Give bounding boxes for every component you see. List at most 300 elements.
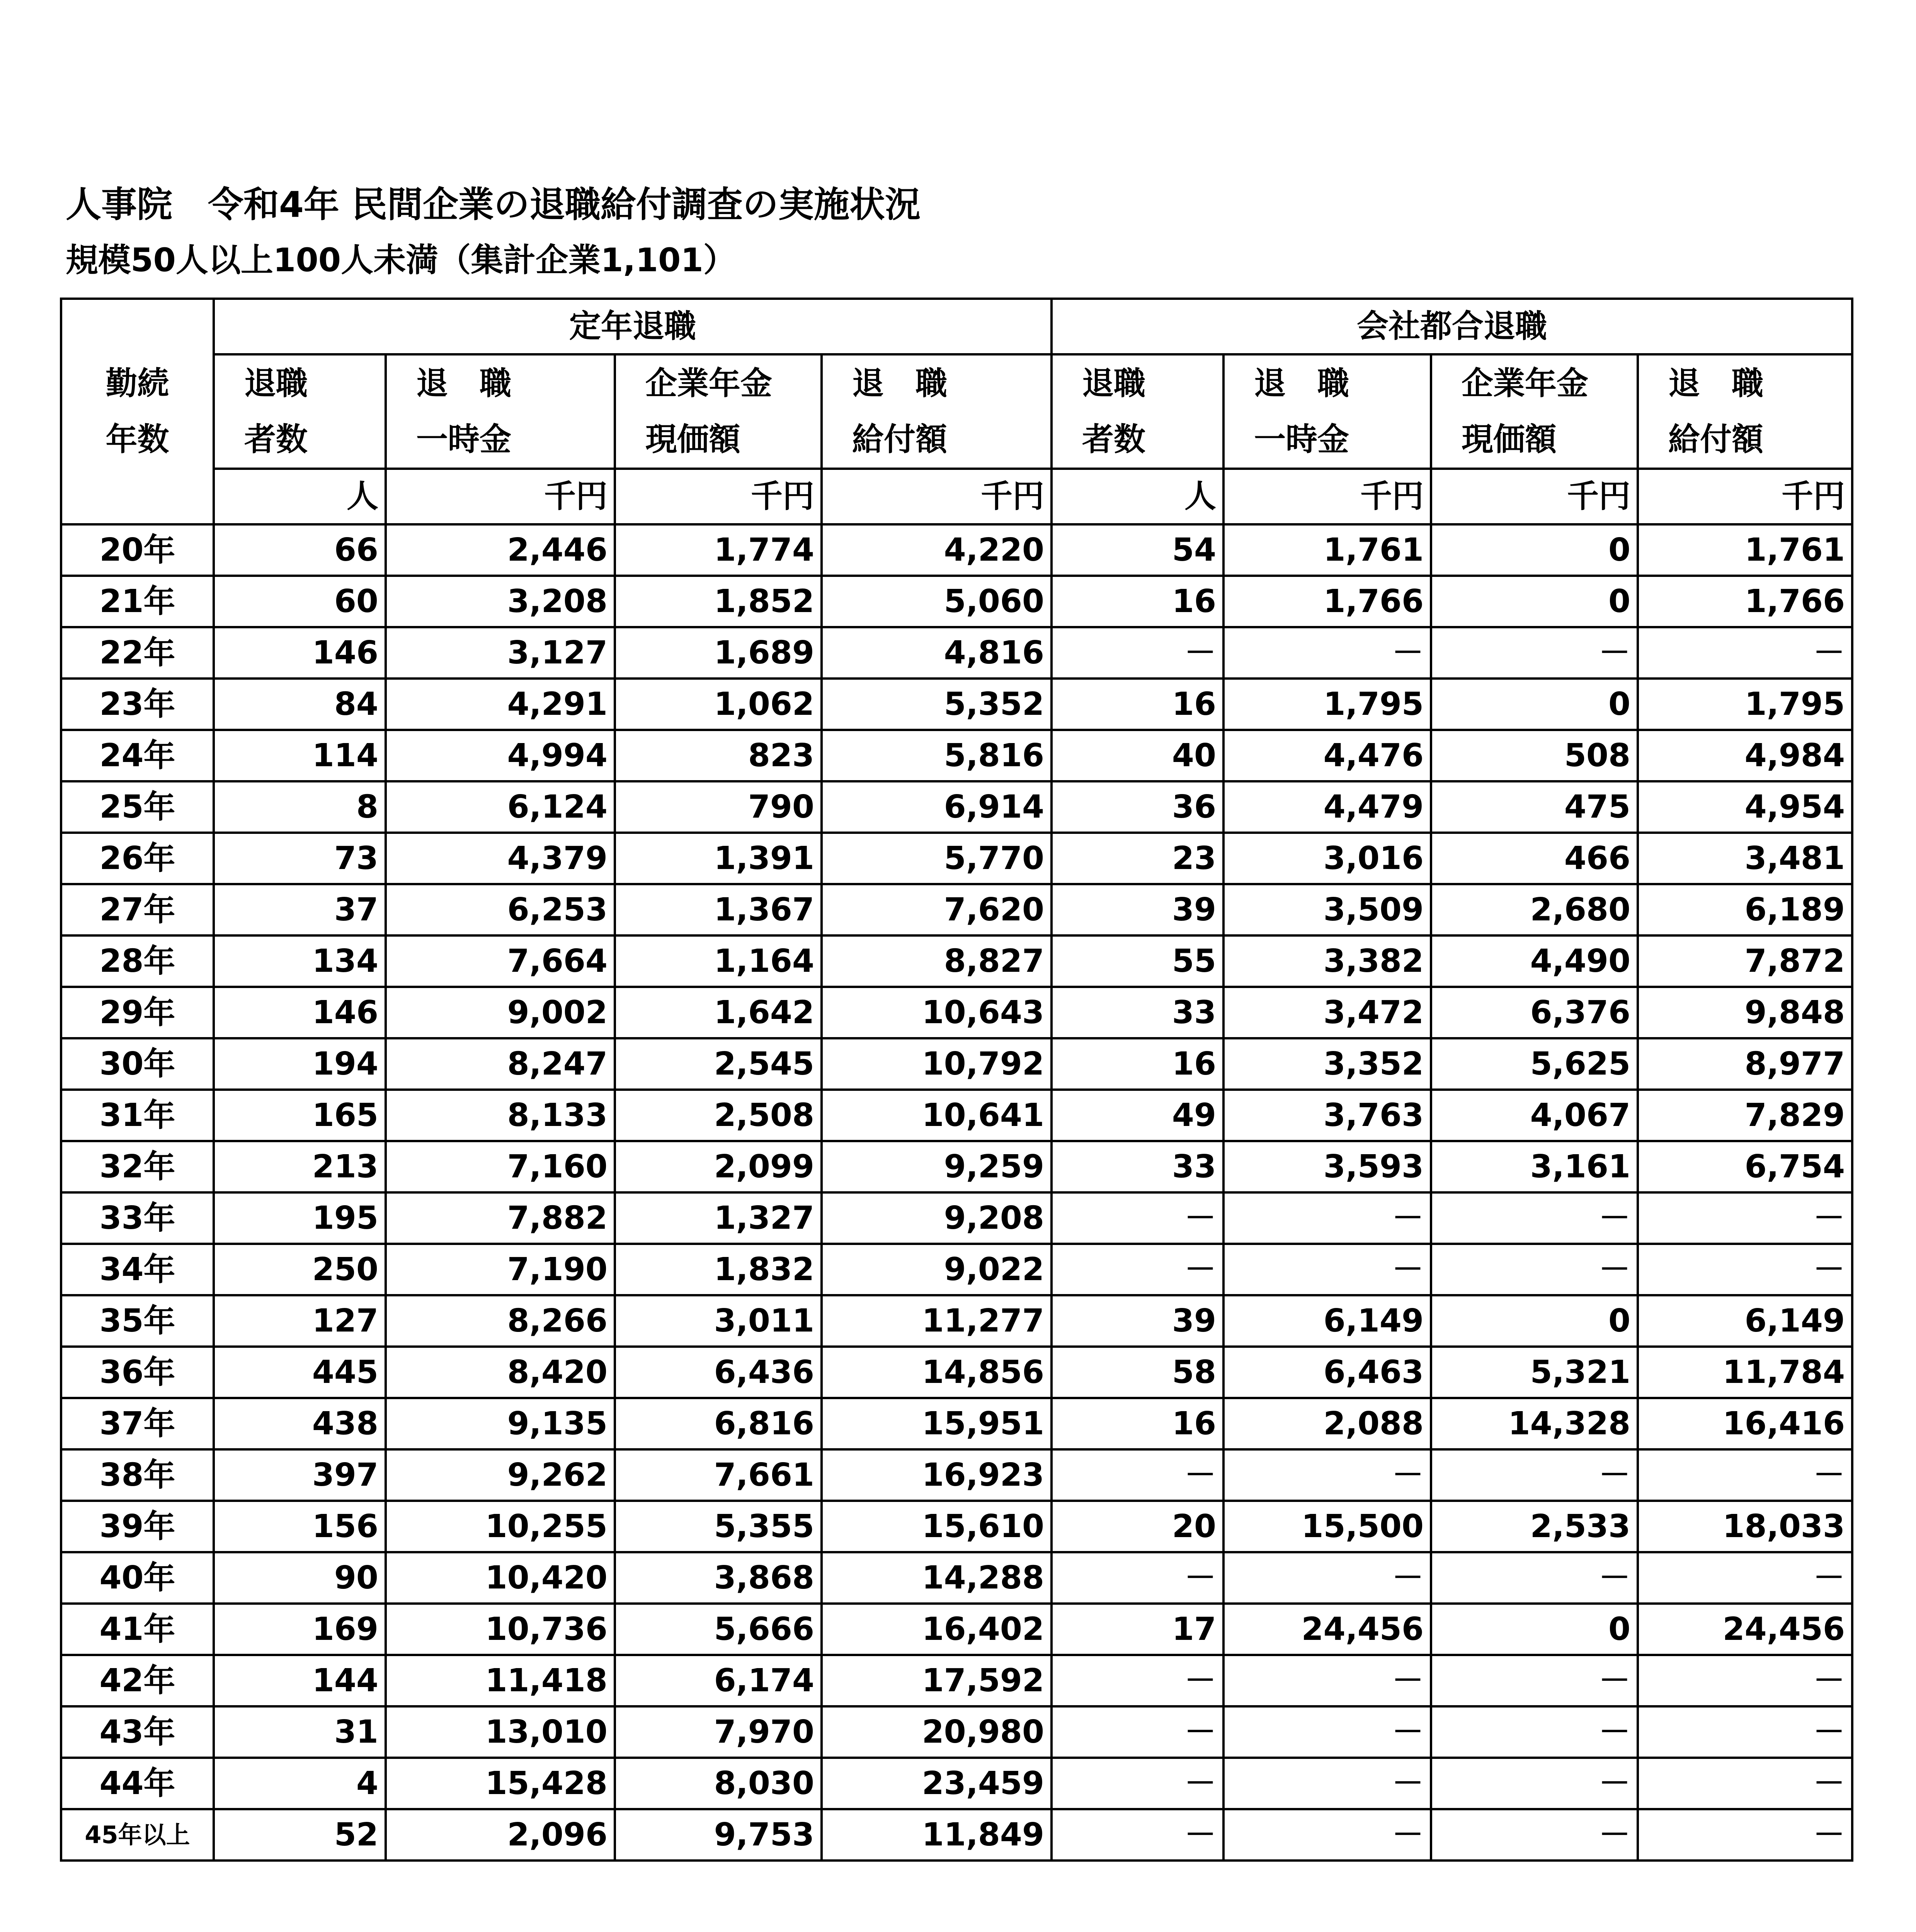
header-corner-line-1: 勤続 <box>105 365 169 402</box>
value-cell: 58 <box>1052 1347 1223 1398</box>
header-group-kaisha: 会社都合退職 <box>1052 299 1852 354</box>
value-cell: 6,376 <box>1431 987 1638 1038</box>
value-cell: 3,481 <box>1638 833 1852 884</box>
value-cell: 3,509 <box>1223 884 1431 935</box>
unit-cell: 千円 <box>386 469 615 524</box>
table-row <box>61 524 1852 576</box>
value-cell: 37 <box>214 884 386 935</box>
value-cell: 4,954 <box>1638 781 1852 833</box>
value-cell: 8,420 <box>386 1347 615 1398</box>
tenure-year-cell: 25年 <box>61 781 214 833</box>
value-cell: 7,160 <box>386 1141 615 1192</box>
column-header-line: 退職 <box>1082 365 1146 402</box>
value-cell: 5,816 <box>822 730 1052 781</box>
value-cell: 16 <box>1052 576 1223 627</box>
table-row <box>61 1758 1852 1809</box>
value-cell: － <box>1638 627 1852 679</box>
column-header-1 <box>214 354 386 469</box>
value-cell: － <box>1223 1244 1431 1295</box>
value-cell: 7,872 <box>1638 935 1852 987</box>
column-header-line: 給付額 <box>1668 421 1764 458</box>
table-row <box>61 1090 1852 1141</box>
value-cell: 15,951 <box>822 1398 1052 1449</box>
value-cell: 823 <box>615 730 822 781</box>
value-cell: 3,127 <box>386 627 615 679</box>
value-cell: － <box>1052 1192 1223 1244</box>
unit-cell: 千円 <box>1223 469 1431 524</box>
value-cell: 3,472 <box>1223 987 1431 1038</box>
column-header-8 <box>1638 354 1852 469</box>
value-cell: 24,456 <box>1223 1604 1431 1655</box>
value-cell: 213 <box>214 1141 386 1192</box>
value-cell: 9,208 <box>822 1192 1052 1244</box>
value-cell: 54 <box>1052 524 1223 576</box>
value-cell: － <box>1638 1706 1852 1758</box>
column-header-line: 退 職 <box>416 365 512 402</box>
value-cell: － <box>1431 1552 1638 1604</box>
value-cell: 146 <box>214 627 386 679</box>
column-header-5 <box>1052 354 1223 469</box>
value-cell: － <box>1638 1655 1852 1706</box>
tenure-year-cell: 39年 <box>61 1501 214 1552</box>
column-header-line: 一時金 <box>416 421 512 458</box>
value-cell: 0 <box>1431 1295 1638 1347</box>
unit-cell: 千円 <box>615 469 822 524</box>
value-cell: 9,135 <box>386 1398 615 1449</box>
value-cell: 1,795 <box>1223 679 1431 730</box>
value-cell: 1,367 <box>615 884 822 935</box>
value-cell: 4,067 <box>1431 1090 1638 1141</box>
value-cell: 3,161 <box>1431 1141 1638 1192</box>
column-header-line: 退 職 <box>1254 365 1349 402</box>
value-cell: 0 <box>1431 524 1638 576</box>
value-cell: 20 <box>1052 1501 1223 1552</box>
value-cell: 10,420 <box>386 1552 615 1604</box>
value-cell: 195 <box>214 1192 386 1244</box>
header-group-teinen: 定年退職 <box>214 299 1052 354</box>
value-cell: 2,533 <box>1431 1501 1638 1552</box>
value-cell: － <box>1431 627 1638 679</box>
value-cell: 3,763 <box>1223 1090 1431 1141</box>
value-cell: 10,643 <box>822 987 1052 1038</box>
value-cell: － <box>1431 1655 1638 1706</box>
tenure-year-cell: 28年 <box>61 935 214 987</box>
value-cell: 1,852 <box>615 576 822 627</box>
table-row <box>61 935 1852 987</box>
value-cell: 5,321 <box>1431 1347 1638 1398</box>
table-row <box>61 884 1852 935</box>
value-cell: 15,500 <box>1223 1501 1431 1552</box>
value-cell: 17 <box>1052 1604 1223 1655</box>
value-cell: 114 <box>214 730 386 781</box>
value-cell: － <box>1052 1655 1223 1706</box>
table-row <box>61 1295 1852 1347</box>
value-cell: 5,060 <box>822 576 1052 627</box>
value-cell: 4,220 <box>822 524 1052 576</box>
value-cell: 55 <box>1052 935 1223 987</box>
table-row <box>61 1038 1852 1090</box>
value-cell: 3,868 <box>615 1552 822 1604</box>
value-cell: 24,456 <box>1638 1604 1852 1655</box>
column-header-line: 一時金 <box>1254 421 1349 458</box>
value-cell: 36 <box>1052 781 1223 833</box>
value-cell: － <box>1052 1244 1223 1295</box>
value-cell: 146 <box>214 987 386 1038</box>
value-cell: － <box>1431 1758 1638 1809</box>
value-cell: 790 <box>615 781 822 833</box>
table-row <box>61 1552 1852 1604</box>
value-cell: 1,391 <box>615 833 822 884</box>
value-cell: 17,592 <box>822 1655 1052 1706</box>
value-cell: 3,382 <box>1223 935 1431 987</box>
value-cell: 194 <box>214 1038 386 1090</box>
value-cell: 14,288 <box>822 1552 1052 1604</box>
value-cell: 16,923 <box>822 1449 1052 1501</box>
column-header-line: 現価額 <box>1462 421 1557 458</box>
tenure-year-cell: 24年 <box>61 730 214 781</box>
page-subtitle: 規模50人以上100人未満（集計企業1,101） <box>66 241 736 279</box>
value-cell: 4,379 <box>386 833 615 884</box>
value-cell: 4 <box>214 1758 386 1809</box>
table-row <box>61 1347 1852 1398</box>
value-cell: 1,642 <box>615 987 822 1038</box>
value-cell: 15,428 <box>386 1758 615 1809</box>
value-cell: 9,002 <box>386 987 615 1038</box>
value-cell: 7,970 <box>615 1706 822 1758</box>
value-cell: － <box>1638 1192 1852 1244</box>
tenure-year-cell: 45年以上 <box>61 1809 214 1861</box>
value-cell: 6,436 <box>615 1347 822 1398</box>
unit-cell: 人 <box>214 469 386 524</box>
value-cell: 8 <box>214 781 386 833</box>
unit-cell: 人 <box>1052 469 1223 524</box>
value-cell: 4,476 <box>1223 730 1431 781</box>
tenure-year-cell: 32年 <box>61 1141 214 1192</box>
value-cell: 6,174 <box>615 1655 822 1706</box>
retirement-benefit-table <box>60 298 1853 1862</box>
value-cell: 9,022 <box>822 1244 1052 1295</box>
column-header-line: 企業年金 <box>1462 365 1589 402</box>
value-cell: 438 <box>214 1398 386 1449</box>
value-cell: 7,664 <box>386 935 615 987</box>
value-cell: 8,266 <box>386 1295 615 1347</box>
value-cell: 10,641 <box>822 1090 1052 1141</box>
value-cell: 144 <box>214 1655 386 1706</box>
table-row <box>61 1244 1852 1295</box>
value-cell: 6,754 <box>1638 1141 1852 1192</box>
tenure-year-cell: 36年 <box>61 1347 214 1398</box>
value-cell: 1,774 <box>615 524 822 576</box>
value-cell: 4,816 <box>822 627 1052 679</box>
value-cell: － <box>1223 1758 1431 1809</box>
value-cell: － <box>1223 1552 1431 1604</box>
value-cell: － <box>1431 1192 1638 1244</box>
value-cell: 3,208 <box>386 576 615 627</box>
value-cell: 156 <box>214 1501 386 1552</box>
column-header-2 <box>386 354 615 469</box>
value-cell: 14,328 <box>1431 1398 1638 1449</box>
tenure-year-cell: 42年 <box>61 1655 214 1706</box>
value-cell: 5,666 <box>615 1604 822 1655</box>
table-row <box>61 1809 1852 1861</box>
tenure-year-cell: 27年 <box>61 884 214 935</box>
value-cell: 508 <box>1431 730 1638 781</box>
value-cell: 466 <box>1431 833 1638 884</box>
value-cell: 6,914 <box>822 781 1052 833</box>
value-cell: 11,418 <box>386 1655 615 1706</box>
value-cell: － <box>1223 1706 1431 1758</box>
value-cell: 15,610 <box>822 1501 1052 1552</box>
unit-cell: 千円 <box>822 469 1052 524</box>
value-cell: 5,355 <box>615 1501 822 1552</box>
value-cell: 2,096 <box>386 1809 615 1861</box>
value-cell: 250 <box>214 1244 386 1295</box>
value-cell: 16,416 <box>1638 1398 1852 1449</box>
value-cell: － <box>1431 1809 1638 1861</box>
table-row <box>61 781 1852 833</box>
value-cell: 169 <box>214 1604 386 1655</box>
value-cell: 39 <box>1052 1295 1223 1347</box>
value-cell: 6,149 <box>1638 1295 1852 1347</box>
value-cell: 10,736 <box>386 1604 615 1655</box>
tenure-year-cell: 44年 <box>61 1758 214 1809</box>
value-cell: 11,784 <box>1638 1347 1852 1398</box>
value-cell: 1,761 <box>1638 524 1852 576</box>
value-cell: 1,761 <box>1223 524 1431 576</box>
column-header-line: 現価額 <box>645 421 741 458</box>
value-cell: 6,253 <box>386 884 615 935</box>
value-cell: 8,827 <box>822 935 1052 987</box>
value-cell: 397 <box>214 1449 386 1501</box>
tenure-year-cell: 38年 <box>61 1449 214 1501</box>
value-cell: 3,593 <box>1223 1141 1431 1192</box>
value-cell: － <box>1638 1449 1852 1501</box>
value-cell: 66 <box>214 524 386 576</box>
value-cell: 7,882 <box>386 1192 615 1244</box>
value-cell: 31 <box>214 1706 386 1758</box>
value-cell: 23 <box>1052 833 1223 884</box>
value-cell: 7,661 <box>615 1449 822 1501</box>
value-cell: 445 <box>214 1347 386 1398</box>
value-cell: － <box>1638 1244 1852 1295</box>
value-cell: 11,277 <box>822 1295 1052 1347</box>
value-cell: 4,994 <box>386 730 615 781</box>
value-cell: 4,984 <box>1638 730 1852 781</box>
value-cell: 0 <box>1431 576 1638 627</box>
value-cell: － <box>1431 1244 1638 1295</box>
value-cell: 0 <box>1431 679 1638 730</box>
value-cell: 6,816 <box>615 1398 822 1449</box>
tenure-year-cell: 37年 <box>61 1398 214 1449</box>
table-row <box>61 1501 1852 1552</box>
value-cell: 16 <box>1052 679 1223 730</box>
table-body <box>61 524 1852 1861</box>
value-cell: 6,463 <box>1223 1347 1431 1398</box>
value-cell: － <box>1638 1552 1852 1604</box>
value-cell: － <box>1223 627 1431 679</box>
value-cell: 0 <box>1431 1604 1638 1655</box>
value-cell: 18,033 <box>1638 1501 1852 1552</box>
value-cell: 8,977 <box>1638 1038 1852 1090</box>
value-cell: 127 <box>214 1295 386 1347</box>
table-row <box>61 833 1852 884</box>
value-cell: 5,625 <box>1431 1038 1638 1090</box>
value-cell: 9,259 <box>822 1141 1052 1192</box>
value-cell: 4,490 <box>1431 935 1638 987</box>
column-header-line: 企業年金 <box>645 365 773 402</box>
value-cell: 52 <box>214 1809 386 1861</box>
value-cell: 4,291 <box>386 679 615 730</box>
value-cell: － <box>1052 627 1223 679</box>
value-cell: 1,062 <box>615 679 822 730</box>
value-cell: － <box>1223 1449 1431 1501</box>
column-header-line: 給付額 <box>852 421 948 458</box>
value-cell: 3,011 <box>615 1295 822 1347</box>
header-corner-line-2: 年数 <box>105 421 169 458</box>
value-cell: 16 <box>1052 1398 1223 1449</box>
column-header-line: 退 職 <box>1668 365 1764 402</box>
value-cell: 6,124 <box>386 781 615 833</box>
table-row <box>61 576 1852 627</box>
value-cell: 16 <box>1052 1038 1223 1090</box>
column-header-row <box>61 354 1852 469</box>
column-header-3 <box>615 354 822 469</box>
value-cell: 7,829 <box>1638 1090 1852 1141</box>
tenure-year-cell: 20年 <box>61 524 214 576</box>
value-cell: 1,766 <box>1638 576 1852 627</box>
tenure-year-cell: 29年 <box>61 987 214 1038</box>
value-cell: 1,766 <box>1223 576 1431 627</box>
value-cell: 16,402 <box>822 1604 1052 1655</box>
table-row <box>61 1449 1852 1501</box>
unit-row <box>61 469 1852 524</box>
table-row <box>61 1706 1852 1758</box>
column-header-line: 者数 <box>1082 421 1146 458</box>
value-cell: 6,189 <box>1638 884 1852 935</box>
value-cell: 33 <box>1052 1141 1223 1192</box>
value-cell: 60 <box>214 576 386 627</box>
column-header-line: 退職 <box>244 365 308 402</box>
value-cell: － <box>1223 1192 1431 1244</box>
value-cell: 1,327 <box>615 1192 822 1244</box>
value-cell: 73 <box>214 833 386 884</box>
value-cell: － <box>1052 1552 1223 1604</box>
value-cell: 2,446 <box>386 524 615 576</box>
value-cell: － <box>1052 1758 1223 1809</box>
value-cell: 14,856 <box>822 1347 1052 1398</box>
value-cell: － <box>1431 1449 1638 1501</box>
value-cell: － <box>1052 1706 1223 1758</box>
table-row <box>61 627 1852 679</box>
header-corner-tenure-years <box>61 299 214 524</box>
value-cell: 2,680 <box>1431 884 1638 935</box>
tenure-year-cell: 30年 <box>61 1038 214 1090</box>
tenure-year-cell: 26年 <box>61 833 214 884</box>
value-cell: 134 <box>214 935 386 987</box>
value-cell: 10,255 <box>386 1501 615 1552</box>
tenure-year-cell: 23年 <box>61 679 214 730</box>
value-cell: 23,459 <box>822 1758 1052 1809</box>
value-cell: 40 <box>1052 730 1223 781</box>
unit-cell: 千円 <box>1431 469 1638 524</box>
value-cell: 39 <box>1052 884 1223 935</box>
value-cell: 2,545 <box>615 1038 822 1090</box>
value-cell: 9,262 <box>386 1449 615 1501</box>
value-cell: 3,352 <box>1223 1038 1431 1090</box>
tenure-year-cell: 22年 <box>61 627 214 679</box>
value-cell: － <box>1638 1758 1852 1809</box>
unit-cell: 千円 <box>1638 469 1852 524</box>
value-cell: 33 <box>1052 987 1223 1038</box>
value-cell: 10,792 <box>822 1038 1052 1090</box>
value-cell: 9,848 <box>1638 987 1852 1038</box>
value-cell: 1,795 <box>1638 679 1852 730</box>
value-cell: 11,849 <box>822 1809 1052 1861</box>
value-cell: 1,164 <box>615 935 822 987</box>
value-cell: 7,620 <box>822 884 1052 935</box>
value-cell: 7,190 <box>386 1244 615 1295</box>
tenure-year-cell: 43年 <box>61 1706 214 1758</box>
tenure-year-cell: 40年 <box>61 1552 214 1604</box>
table-row <box>61 1398 1852 1449</box>
value-cell: 9,753 <box>615 1809 822 1861</box>
value-cell: － <box>1223 1809 1431 1861</box>
tenure-year-cell: 35年 <box>61 1295 214 1347</box>
value-cell: － <box>1223 1655 1431 1706</box>
table-row <box>61 987 1852 1038</box>
value-cell: － <box>1052 1449 1223 1501</box>
value-cell: 5,352 <box>822 679 1052 730</box>
value-cell: 1,689 <box>615 627 822 679</box>
value-cell: 4,479 <box>1223 781 1431 833</box>
table-row <box>61 1192 1852 1244</box>
value-cell: 8,247 <box>386 1038 615 1090</box>
table-row <box>61 1655 1852 1706</box>
value-cell: 6,149 <box>1223 1295 1431 1347</box>
table-row <box>61 679 1852 730</box>
table-row <box>61 1141 1852 1192</box>
column-header-line: 退 職 <box>852 365 948 402</box>
column-header-4 <box>822 354 1052 469</box>
tenure-year-cell: 21年 <box>61 576 214 627</box>
value-cell: － <box>1431 1706 1638 1758</box>
value-cell: 2,508 <box>615 1090 822 1141</box>
value-cell: 2,088 <box>1223 1398 1431 1449</box>
value-cell: 84 <box>214 679 386 730</box>
table-row <box>61 730 1852 781</box>
tenure-year-cell: 33年 <box>61 1192 214 1244</box>
value-cell: 8,030 <box>615 1758 822 1809</box>
page-title: 人事院 令和4年 民間企業の退職給付調査の実施状況 <box>66 184 921 225</box>
value-cell: 475 <box>1431 781 1638 833</box>
table-row <box>61 1604 1852 1655</box>
value-cell: 5,770 <box>822 833 1052 884</box>
column-header-7 <box>1431 354 1638 469</box>
value-cell: 1,832 <box>615 1244 822 1295</box>
tenure-year-cell: 41年 <box>61 1604 214 1655</box>
value-cell: － <box>1638 1809 1852 1861</box>
value-cell: 90 <box>214 1552 386 1604</box>
value-cell: 20,980 <box>822 1706 1052 1758</box>
column-header-line: 者数 <box>244 421 308 458</box>
value-cell: － <box>1052 1809 1223 1861</box>
value-cell: 165 <box>214 1090 386 1141</box>
tenure-year-cell: 34年 <box>61 1244 214 1295</box>
value-cell: 2,099 <box>615 1141 822 1192</box>
value-cell: 3,016 <box>1223 833 1431 884</box>
value-cell: 8,133 <box>386 1090 615 1141</box>
column-header-6 <box>1223 354 1431 469</box>
